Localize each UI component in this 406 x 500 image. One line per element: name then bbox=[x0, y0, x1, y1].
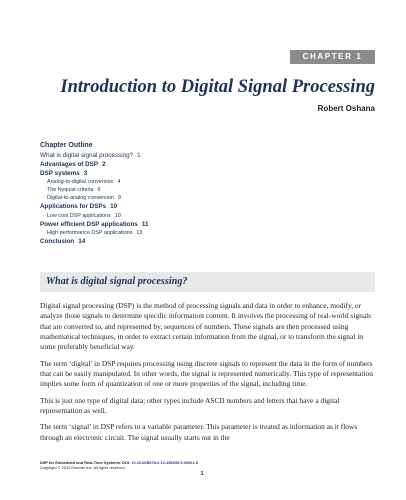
outline-item[interactable] bbox=[40, 212, 340, 220]
outline-item-page: 10 bbox=[114, 212, 121, 219]
outline-item-page: 1 bbox=[137, 151, 141, 159]
body-paragraph: The term ‘digital’ in DSP requires processing using discrete signals to represent the data in the form of numbers that can be easily manipulated. In other words, the signal is represented numerically. This type of representation implies some form of quantization of one or more properties of the signal, including time. bbox=[40, 358, 373, 389]
body-paragraph: Digital signal processing (DSP) is the method of processing signals and data in order to enhance, modify, or analyze those signals to determine specific information content. It involves the processing of real-world signals that are converted to, and represented by, sequences of numbers. These signals are then processed using mathematical techniques, in order to extract certain information from the signal, or to transform the signal in some preferably beneficial way. bbox=[40, 301, 372, 352]
outline-item-page: 11 bbox=[141, 220, 149, 228]
author-name: Robert Oshana bbox=[317, 104, 375, 113]
outline-item-page: 2 bbox=[102, 160, 106, 168]
chapter-title: Introduction to Digital Signal Processing bbox=[60, 77, 375, 97]
page-number: 1 bbox=[200, 471, 204, 477]
outline-item-title: The Nyquist criteria bbox=[47, 187, 94, 194]
outline-item[interactable] bbox=[40, 178, 340, 186]
outline-item[interactable] bbox=[40, 160, 340, 169]
outline-item-page: 4 bbox=[117, 178, 121, 185]
outline-item[interactable] bbox=[40, 169, 340, 178]
footer-book-title: DSP for Embedded and Real-Time Systems. bbox=[40, 460, 121, 465]
outline-item[interactable] bbox=[40, 194, 340, 202]
outline-item-title: Applications for DSPs bbox=[40, 203, 107, 211]
outline-item-title: Digital-to-analog conversion bbox=[47, 195, 114, 202]
chapter-outline bbox=[40, 141, 340, 246]
section-heading-band bbox=[40, 272, 375, 292]
outline-item-page: 13 bbox=[136, 229, 143, 236]
outline-item-title: Power efficient DSP applications bbox=[40, 220, 138, 228]
chapter-label: CHAPTER 1 bbox=[290, 50, 375, 64]
outline-item-page: 3 bbox=[83, 169, 88, 177]
footer-copyright: Copyright © 2012 Elsevier Inc. All rights reserved. bbox=[40, 465, 126, 470]
outline-item[interactable] bbox=[40, 202, 340, 211]
outline-item[interactable] bbox=[40, 237, 340, 246]
outline-item[interactable] bbox=[40, 186, 340, 194]
page-footer bbox=[40, 460, 375, 470]
outline-item-title: What is digital signal processing? bbox=[40, 151, 134, 159]
outline-item[interactable] bbox=[40, 220, 340, 229]
outline-item[interactable] bbox=[40, 151, 340, 160]
outline-item-title: DSP systems bbox=[40, 169, 80, 177]
outline-item-page: 14 bbox=[78, 238, 86, 246]
outline-item-title: Advantages of DSP bbox=[40, 160, 99, 168]
section-title: What is digital signal processing? bbox=[46, 276, 188, 287]
outline-item-title: High performance DSP applications bbox=[47, 229, 133, 236]
body-paragraph: This is just one type of digital data; other types include ASCII numbers and letters that have a digital representation as well. bbox=[40, 395, 340, 416]
outline-item-page: 9 bbox=[117, 195, 121, 202]
footer-doi-link[interactable]: 10.1016/B978-0-12-386535-9.00001-9 bbox=[131, 460, 198, 465]
outline-item-page: 10 bbox=[110, 203, 118, 211]
body-text bbox=[40, 301, 377, 449]
outline-heading: Chapter Outline bbox=[40, 142, 93, 149]
body-paragraph: The term ‘signal’ in DSP refers to a variable parameter. This parameter is treated as information as it flows through an electronic circuit. The signal usually starts out in the bbox=[40, 422, 358, 442]
outline-item-title: Analog-to-digital conversion bbox=[47, 178, 114, 185]
outline-item-title: Low cost DSP applications bbox=[47, 212, 111, 219]
outline-item-title: Conclusion bbox=[40, 238, 75, 246]
outline-item-page: 6 bbox=[97, 187, 101, 194]
outline-item[interactable] bbox=[40, 229, 340, 237]
footer-doi-label: DOI: bbox=[122, 460, 131, 465]
outline-list bbox=[40, 151, 340, 247]
